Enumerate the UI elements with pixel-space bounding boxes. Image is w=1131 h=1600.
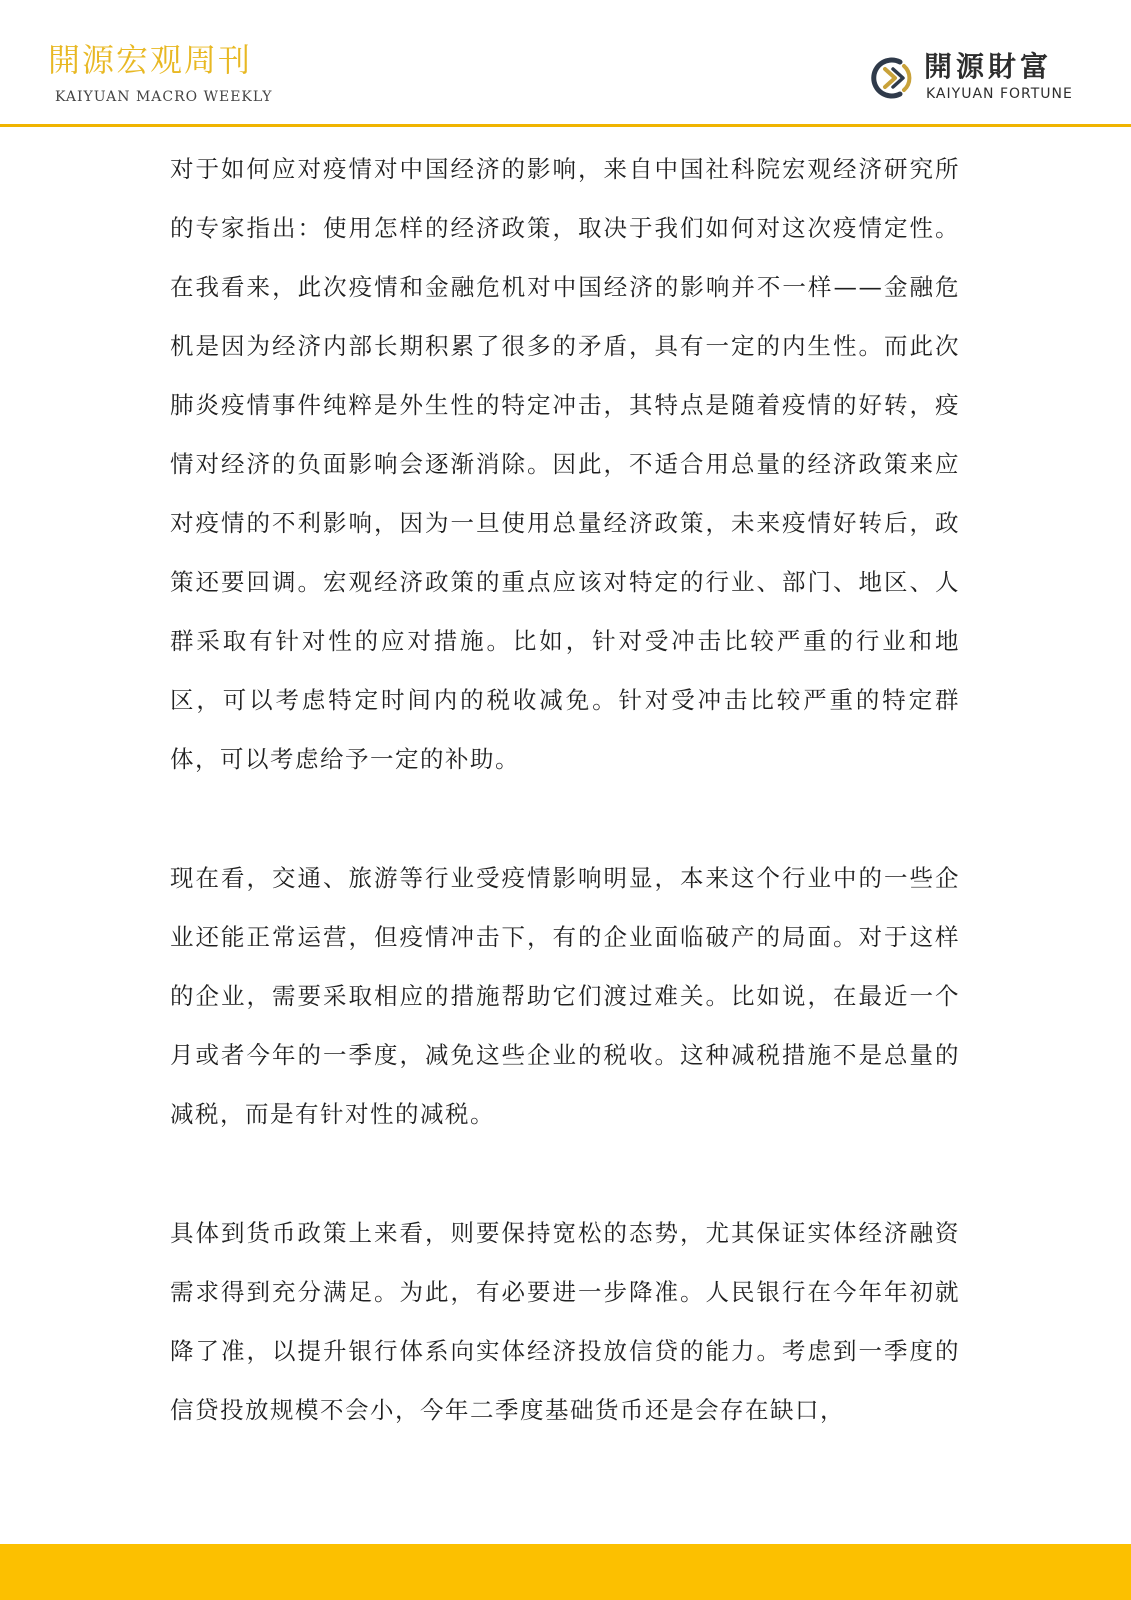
brand-block: [866, 50, 1086, 106]
publication-subtitle: KAIYUAN MACRO WEEKLY: [55, 89, 273, 105]
paragraph: 现在看，交通、旅游等行业受疫情影响明显，本来这个行业中的一些企业还能正常运营，但疫情冲击下，有的企业面临破产的局面。对于这样的企业，需要采取相应的措施帮助它们渡过难关。比如说，在最近一个月或者今年的一季度，减免这些企业的税收。这种减税措施不是总量的减税，而是有针对性的减税。: [170, 864, 960, 1128]
publication-title: 開源宏观周刊: [48, 41, 253, 79]
footer-bar: [0, 1544, 1131, 1600]
page-header: [0, 0, 1131, 126]
kaiyuan-fortune-logo-icon: [866, 54, 914, 102]
paragraph: 对于如何应对疫情对中国经济的影响，来自中国社科院宏观经济研究所的专家指出：使用怎样的经济政策，取决于我们如何对这次疫情定性。在我看来，此次疫情和金融危机对中国经济的影响并不一样——金融危机是因为经济内部长期积累了很多的矛盾，具有一定的内生性。而此次肺炎疫情事件纯粹是外生性的特定冲击，其特点是随着疫情的好转，疫情对经济的负面影响会逐渐消除。因此，不适合用总量的经济政策来应对疫情的不利影响，因为一旦使用总量经济政策，未来疫情好转后，政策还要回调。宏观经济政策的重点应该对特定的行业、部门、地区、人群采取有针对性的应对措施。比如，针对受冲击比较严重的行业和地区，可以考虑特定时间内的税收减免。针对受冲击比较严重的特定群体，可以考虑给予一定的补助。: [170, 155, 960, 773]
brand-name: 開源財富: [924, 50, 1053, 83]
paragraph: 具体到货币政策上来看，则要保持宽松的态势，尤其保证实体经济融资需求得到充分满足。为此，有必要进一步降准。人民银行在今年年初就降了准，以提升银行体系向实体经济投放信贷的能力。考虑到一季度的信贷投放规模不会小，今年二季度基础货币还是会存在缺口，: [170, 1219, 960, 1424]
brand-name-en: KAIYUAN FORTUNE: [926, 86, 1073, 102]
header-divider: [0, 124, 1131, 127]
article-body: [170, 140, 960, 1500]
